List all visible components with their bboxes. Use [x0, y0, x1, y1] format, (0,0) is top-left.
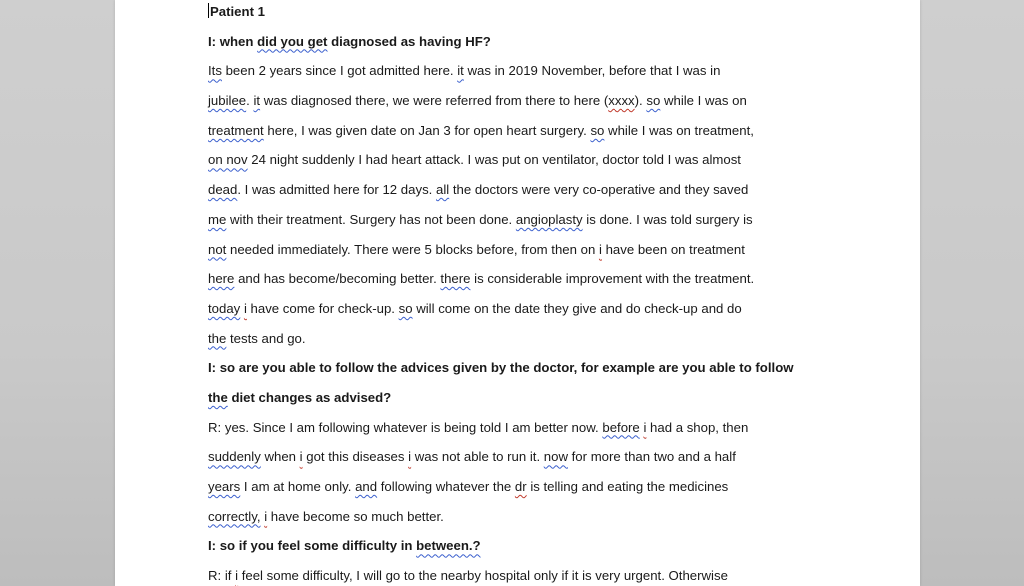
- flagged-word[interactable]: angioplasty: [515, 211, 583, 227]
- flagged-word[interactable]: not: [208, 241, 227, 257]
- answer-3-line-1: R: if i feel some difficulty, I will go to the nearby hospital only if it is very urgent. Otherwise: [208, 568, 728, 584]
- flagged-word[interactable]: correctly,: [208, 508, 261, 524]
- answer-1-line-2: jubilee. it was diagnosed there, we were referred from there to here (xxxx). so while I was on: [208, 93, 747, 109]
- document-page[interactable]: [115, 0, 920, 586]
- flagged-word[interactable]: me: [208, 211, 227, 227]
- flagged-word[interactable]: there: [440, 271, 471, 287]
- question-3: I: so if you feel some difficulty in between.?: [208, 538, 481, 554]
- document-body[interactable]: [208, 2, 888, 586]
- flagged-word[interactable]: the: [208, 330, 227, 346]
- flagged-word[interactable]: so: [590, 122, 605, 138]
- flagged-word[interactable]: before: [602, 419, 640, 435]
- misspelled-word[interactable]: i: [299, 449, 303, 465]
- document-heading: [208, 2, 888, 32]
- answer-1-line-6: me with their treatment. Surgery has not been done. angioplasty is done. I was told surgery is: [208, 211, 753, 227]
- answer-2-line-4: correctly, i have become so much better.: [208, 508, 444, 524]
- flagged-word[interactable]: between.?: [416, 538, 481, 554]
- flagged-word[interactable]: Its: [208, 63, 222, 79]
- flagged-word[interactable]: it: [253, 93, 261, 109]
- flagged-word[interactable]: it: [457, 63, 464, 79]
- answer-1-line-3: treatment here, I was given date on Jan 3 for open heart surgery. so while I was on treatment,: [208, 122, 754, 138]
- flagged-word[interactable]: so: [398, 300, 413, 316]
- text-cursor: [208, 3, 209, 18]
- answer-1-line-1: Its been 2 years since I got admitted here. it was in 2019 November, before that I was in: [208, 63, 721, 79]
- misspelled-word[interactable]: i: [408, 449, 412, 465]
- misspelled-word[interactable]: xxxx: [608, 93, 635, 109]
- q1-prefix: I: when: [208, 33, 258, 49]
- flagged-word[interactable]: jubilee: [208, 93, 247, 109]
- answer-1-line-5: dead. I was admitted here for 12 days. all the doctors were very co-operative and they saved: [208, 182, 749, 198]
- flagged-word[interactable]: years: [208, 479, 241, 494]
- misspelled-word[interactable]: i: [643, 419, 647, 435]
- answer-1-line-8: here and has become/becoming better. there is considerable improvement with the treatment.: [208, 271, 755, 287]
- answer-2-line-2: suddenly when i got this diseases i was not able to run it. now for more than two and a half: [208, 449, 736, 465]
- q1-flagged[interactable]: did you get: [257, 33, 328, 49]
- flagged-word[interactable]: here: [208, 271, 235, 287]
- flagged-word[interactable]: suddenly: [208, 449, 261, 465]
- misspelled-word[interactable]: i: [243, 300, 247, 316]
- flagged-word[interactable]: and: [355, 479, 378, 494]
- question-1: [208, 32, 888, 62]
- flagged-word[interactable]: all: [436, 182, 450, 198]
- misspelled-word[interactable]: i: [235, 568, 239, 584]
- flagged-word[interactable]: today: [208, 300, 241, 316]
- answer-2-line-3: years I am at home only. and following whatever the dr is telling and eating the medicines: [208, 479, 729, 494]
- answer-2-line-1: R: yes. Since I am following whatever is being told I am better now. before i had a shop, then: [208, 419, 749, 435]
- answer-1-line-4: on nov 24 night suddenly I had heart attack. I was put on ventilator, doctor told I was almost: [208, 152, 741, 168]
- q1-rest: diagnosed as having HF?: [327, 33, 491, 49]
- misspelled-word[interactable]: i: [598, 241, 602, 257]
- heading-text: Patient 1: [210, 4, 265, 19]
- flagged-word[interactable]: the: [208, 389, 228, 405]
- answer-1-line-9: today i have come for check-up. so will come on the date they give and do check-up and do: [208, 300, 742, 316]
- question-2-line-1: I: so are you able to follow the advices given by the doctor, for example are you able to follow: [208, 360, 794, 376]
- flagged-word[interactable]: treatment: [208, 122, 264, 138]
- flagged-word[interactable]: so: [646, 93, 661, 109]
- flagged-word[interactable]: dead: [208, 182, 238, 198]
- misspelled-word[interactable]: i: [264, 508, 268, 524]
- question-2-line-2: the diet changes as advised?: [208, 389, 392, 405]
- misspelled-word[interactable]: dr: [514, 479, 527, 494]
- flagged-word[interactable]: now: [543, 449, 568, 465]
- flagged-word[interactable]: on nov: [208, 152, 248, 168]
- answer-1-line-7: not needed immediately. There were 5 blocks before, from then on i have been on treatment: [208, 241, 745, 257]
- answer-1-line-10: the tests and go.: [208, 330, 306, 346]
